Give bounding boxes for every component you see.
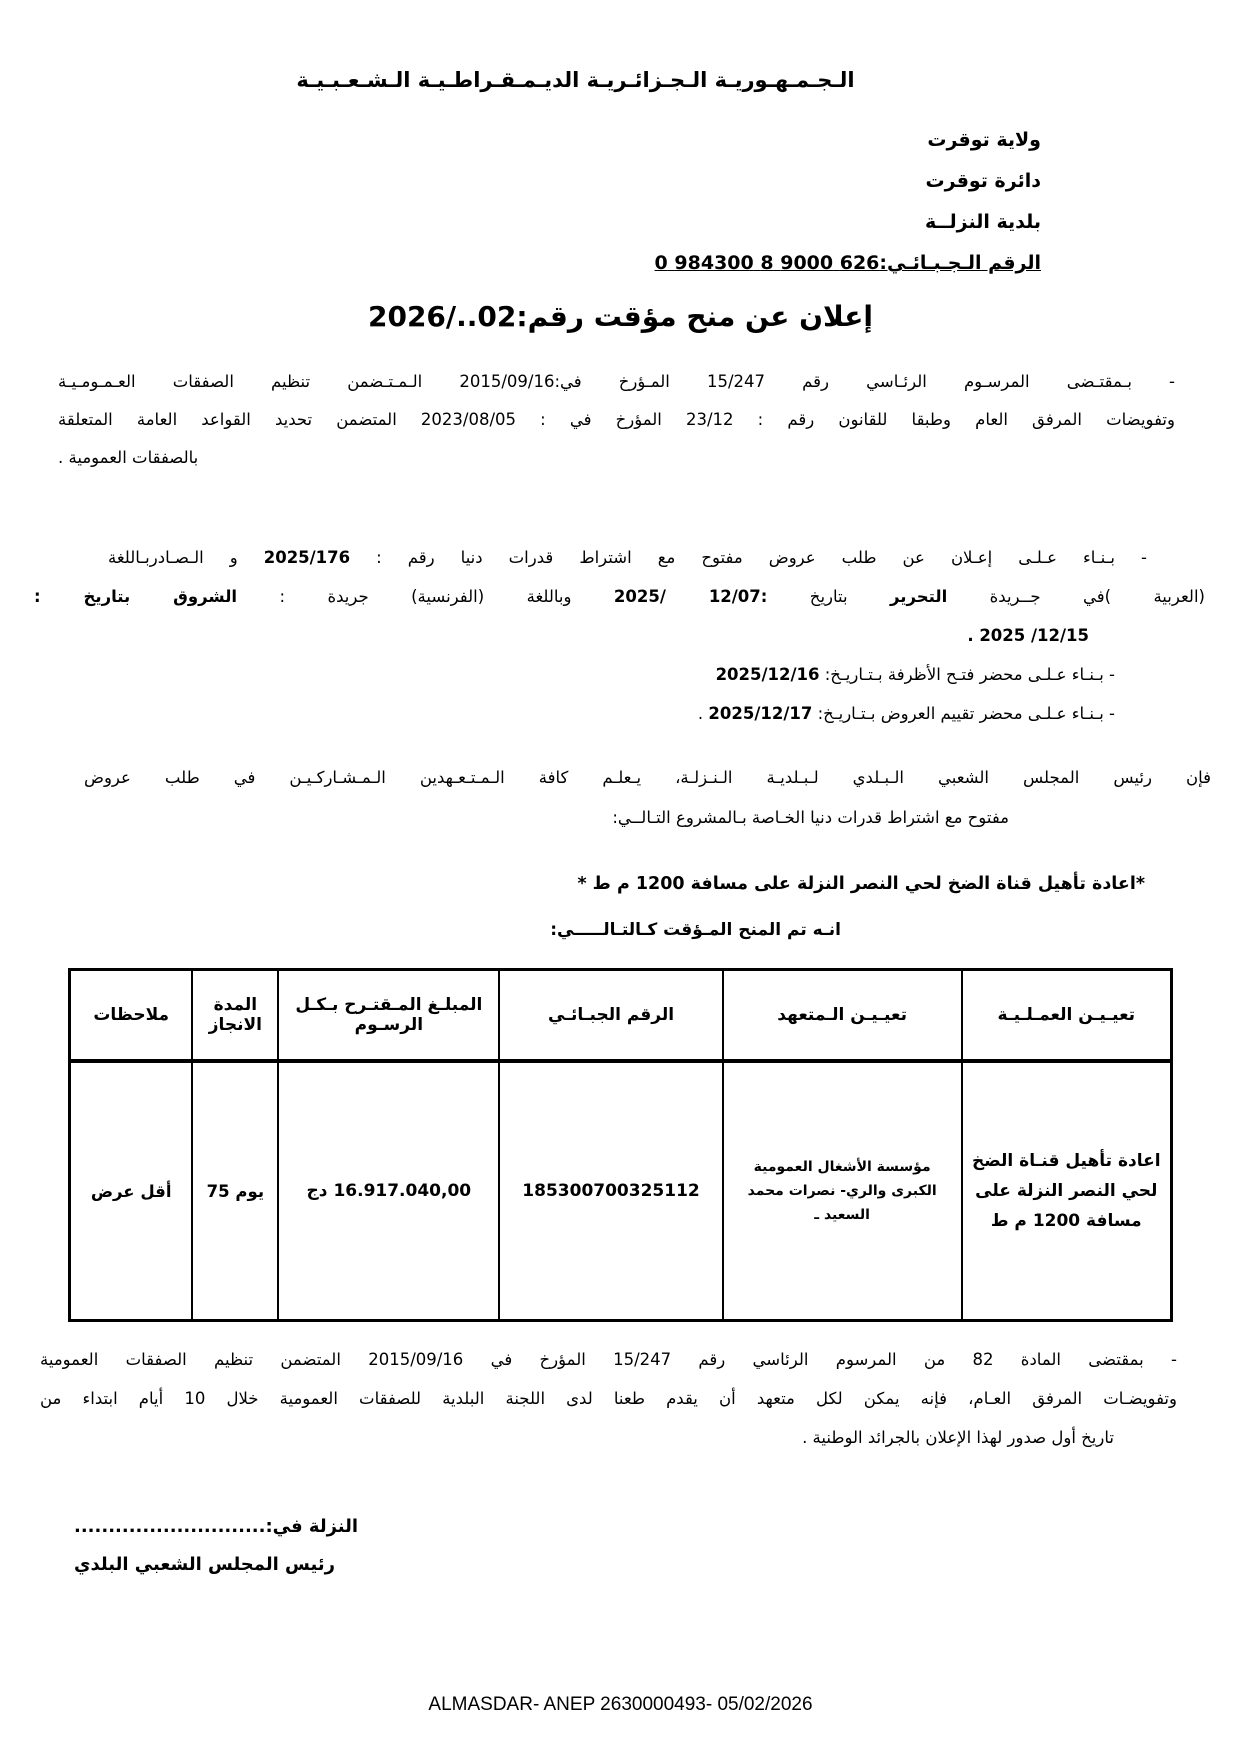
commune-line: بلدية النزلــة [924, 211, 1041, 233]
header-amount: المبلـغ المـقتـرح بـكـل الرسـوم [278, 970, 499, 1062]
table-header-row [70, 970, 1172, 1062]
anep-footer-line: ALMASDAR- ANEP 2630000493- 05/02/2026 [428, 1694, 813, 1715]
bullet-offers-evaluation: - بـنـاء عـلـى محضر تقييم العروض بـتـاريـخ: 2025/12/17 . [697, 704, 1115, 723]
tender-number: 2025/176 [263, 548, 351, 567]
publication-date-arabic: :12/07 /2025 [613, 587, 768, 606]
legal-basis-paragraph [58, 363, 1175, 477]
signature-block [74, 1508, 358, 1584]
announcement-title: إعلان عن منح مؤقت رقم:02../2026 [367, 300, 874, 333]
header-tax-number: الرقم الجبـائـي [499, 970, 722, 1062]
award-table [68, 968, 1173, 1322]
cell-duration: 75 يوم [192, 1061, 278, 1321]
wilaya-line: ولاية توقرت [927, 129, 1041, 151]
paragraph-line: مفتوح مع اشتراط قدرات دنيا الخـاصة بـالمشروع التـالــي: [612, 808, 1009, 827]
signature-place-line: النزلة في:............................ [74, 1516, 359, 1537]
evaluation-date: 2025/12/17 [708, 704, 813, 723]
paragraph-line: - بـمقتـضى المرسـوم الرئـاسي رقم 15/247 المـؤرخ في:2015/09/16 الـمـتـضمن تنظيم الصفقات العـمـومـيـة [58, 372, 1175, 391]
mayor-announcement-paragraph [0, 758, 1241, 838]
tax-id-line: الرقم الـجـبـائـي:626 9000 8 984300 0 [654, 252, 1041, 274]
signature-role-line: رئيس المجلس الشعبي البلدي [74, 1554, 335, 1575]
opening-date: 2025/12/16 [715, 665, 820, 684]
newspaper-name-french: الشروق بتاريخ : [34, 587, 238, 606]
paragraph-line: فإن رئيس المجلس الشعبي الـبـلدي لـبـلديـة الـنـزلـة، يـعلـم كافة الـمـتـعـهدين الـمـشـاركـيـن في طلب عروض [84, 768, 1211, 787]
paragraph-line: وتفويضات المرفق العام وطبقا للقانون رقم : 23/12 المؤرخ في : 2023/08/05 المتضمن تحديد القواعد العامة المتعلقة [58, 410, 1175, 429]
bullet-newspapers: (العربية )في جــريدة التحرير بتاريخ :12/07 /2025 وباللغة (الفرنسية) جريدة : الشروق بتاريخ : [34, 587, 1205, 606]
header-contractor: تعيـيـن الـمتعهد [723, 970, 962, 1062]
header-operation: تعيـيـن العمـلـيـة [962, 970, 1172, 1062]
republic-header: الـجـمـهـوريـة الـجـزائـريـة الديـمـقـراطـيـة الـشـعـبـيـة [296, 68, 855, 92]
cell-contractor: مؤسسة الأشغال العمومية الكبرى والري- نصرات محمد السعيد ـ [723, 1061, 962, 1321]
paragraph-line: - بمقتضى المادة 82 من المرسوم الرئاسي رقم 15/247 المؤرخ في 2015/09/16 المتضمن تنظيم الصفقات العمومية [40, 1350, 1177, 1369]
paragraph-line: بالصفقات العمومية . [58, 448, 199, 467]
cell-amount: 16.917.040,00 دج [278, 1061, 499, 1321]
daira-line: دائرة توقرت [925, 170, 1041, 192]
procedure-bullets [0, 538, 1241, 733]
newspaper-name-arabic: التحرير [890, 587, 948, 606]
paragraph-line: تاريخ أول صدور لهذا الإعلان بالجرائد الوطنية . [802, 1428, 1114, 1447]
bullet-envelope-opening: - بـنـاء عـلـى محضر فتـح الأظرفة بـتـاريـخ: 2025/12/16 [715, 665, 1115, 684]
cell-notes: أقل عرض [70, 1061, 193, 1321]
table-row [70, 1061, 1172, 1321]
cell-tax-number: 185300700325112 [499, 1061, 722, 1321]
award-table-section [68, 968, 1173, 1322]
issuing-agency-block [655, 120, 1041, 284]
awarding-intro-line: انـه تم المنح المـؤقت كـالتـالـــــي: [550, 920, 841, 940]
bullet-call-for-tenders: - بـنـاء عـلـى إعـلان عن طلب عروض مفتوح مع اشتراط قدرات دنيا رقم : 2025/176 و الـصـادربـاللغة [108, 548, 1147, 567]
header-duration: المدة الانجاز [192, 970, 278, 1062]
header-notes: ملاحظات [70, 970, 193, 1062]
appeal-paragraph [40, 1340, 1177, 1457]
cell-operation: اعادة تأهيل قنـاة الضخ لحي النصر النزلة على مسافة 1200 م ط [962, 1061, 1172, 1321]
publication-date-french: 12/15/ 2025 . [967, 626, 1089, 645]
paragraph-line: وتفويضـات المرفق العـام، فإنه يمكن لكل متعهد أن يقدم طعنا لدى اللجنة البلدية للصفقات العمومية خلال 10 أيام ابتداء من [40, 1389, 1177, 1408]
project-title-line: *اعادة تأهيل قناة الضخ لحي النصر النزلة على مسافة 1200 م ط * [577, 874, 1145, 894]
